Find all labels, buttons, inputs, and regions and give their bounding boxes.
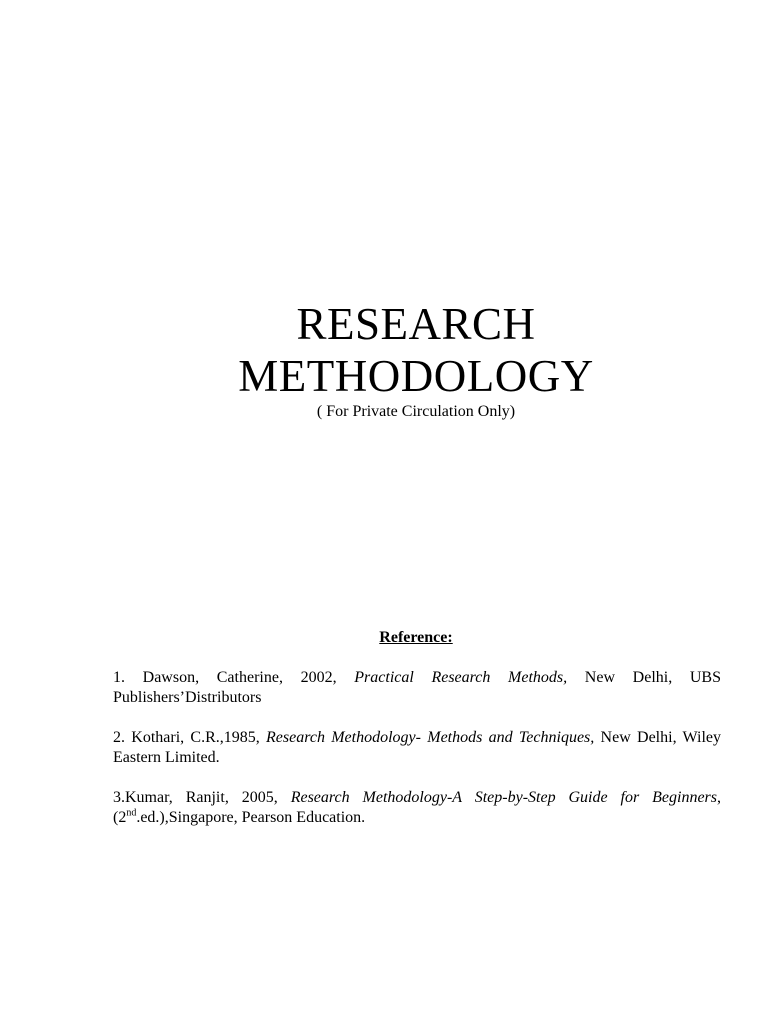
reference-author: 2. Kothari, C.R.,1985,	[113, 729, 267, 746]
reference-title: Practical Research Methods,	[354, 669, 568, 686]
reference-item	[113, 788, 721, 828]
reference-title: Research Methodology-A Step-by-Step Guide for Beginners	[290, 789, 717, 806]
reference-edition-superscript: nd	[126, 807, 137, 819]
reference-publisher: .ed.),Singapore, Pearson Education.	[136, 809, 366, 826]
reference-heading: Reference:	[379, 629, 453, 646]
reference-item	[113, 668, 721, 708]
reference-list	[113, 668, 721, 848]
title-line-1: RESEARCH	[296, 299, 536, 349]
reference-publisher: New Delhi, Wiley Eastern Limited.	[113, 729, 721, 766]
reference-author: 3.Kumar, Ranjit, 2005,	[113, 789, 291, 806]
reference-edition-open: ,(2	[113, 789, 721, 826]
reference-author: 1. Dawson, Catherine, 2002,	[113, 669, 355, 686]
subtitle: ( For Private Circulation Only)	[316, 403, 516, 420]
reference-publisher: New Delhi, UBS Publishers’Distributors	[113, 669, 722, 706]
reference-item	[113, 728, 721, 768]
reference-title: Research Methodology- Methods and Techniques,	[266, 729, 595, 746]
title-line-2: METHODOLOGY	[238, 351, 594, 401]
title-block	[0, 298, 768, 422]
